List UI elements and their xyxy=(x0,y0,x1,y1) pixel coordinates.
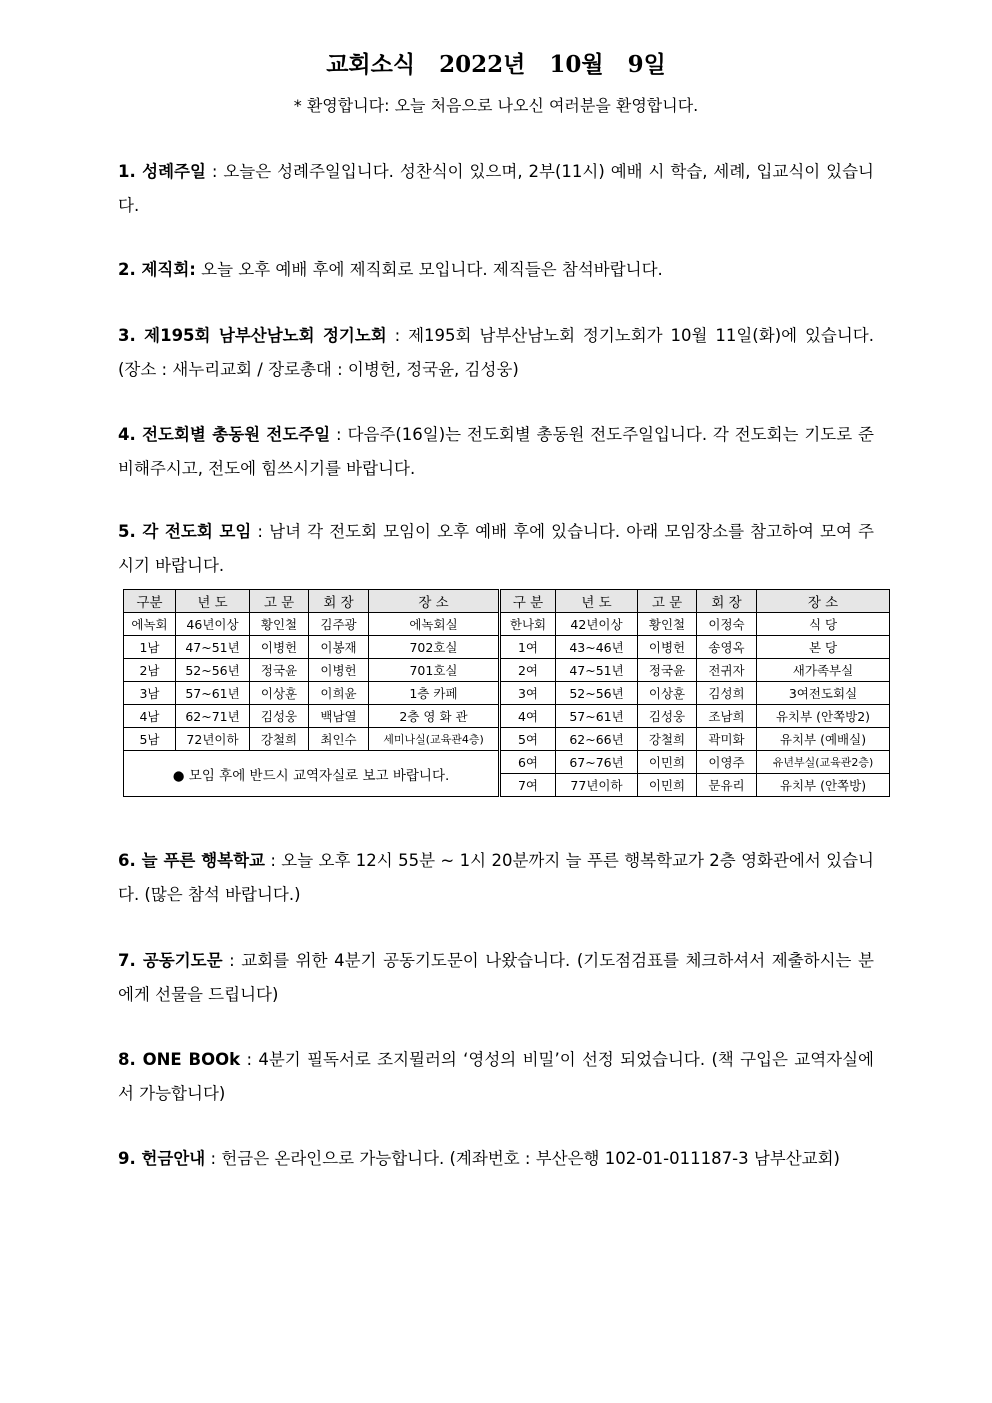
notice-separator: : xyxy=(205,162,224,181)
table-cell: 유치부 (예배실) xyxy=(757,728,890,751)
notice-item-3 xyxy=(118,319,874,387)
notice-separator: : xyxy=(330,425,348,444)
table-header-cell: 고 문 xyxy=(250,590,309,613)
notice-separator: : xyxy=(222,951,242,970)
notice-heading: 3. 제195회 남부산남노회 정기노회 xyxy=(118,326,387,345)
table-cell: 이민희 xyxy=(638,774,697,797)
table-cell: 식 당 xyxy=(757,613,890,636)
table-cell: 1층 카페 xyxy=(369,682,500,705)
table-cell: 3여전도회실 xyxy=(757,682,890,705)
table-cell: 에녹회실 xyxy=(369,613,500,636)
notice-heading: 4. 전도회별 총동원 전도주일 xyxy=(118,425,331,444)
notice-body: 헌금은 온라인으로 가능합니다. (계좌번호 : 부산은행 102-01-011187-3 남부산교회) xyxy=(221,1149,840,1168)
table-header-cell: 장 소 xyxy=(757,590,890,613)
table-cell: 이민희 xyxy=(638,751,697,774)
table-row xyxy=(124,705,890,728)
table-cell: 송영옥 xyxy=(697,636,757,659)
notice-item-7 xyxy=(118,944,874,1012)
notice-heading: 5. 각 전도회 모임 xyxy=(118,522,252,541)
table-cell: 72년이하 xyxy=(176,728,250,751)
table-cell: 유년부실(교육관2층) xyxy=(757,751,890,774)
table-cell: 곽미화 xyxy=(697,728,757,751)
table-cell: 황인철 xyxy=(250,613,309,636)
table-cell: 77년이하 xyxy=(556,774,638,797)
notice-body: 오늘은 성례주일입니다. 성찬식이 있으며, 2부(11시) 예배 시 학습, 세례, 입교식이 있습니다. xyxy=(118,162,874,215)
table-cell: 62~71년 xyxy=(176,705,250,728)
table-cell: 47~51년 xyxy=(176,636,250,659)
notice-item-8 xyxy=(118,1043,874,1111)
table-cell: 1남 xyxy=(124,636,176,659)
table-cell: 42년이상 xyxy=(556,613,638,636)
notice-body: 4분기 필독서로 조지뮐러의 ‘영성의 비밀’이 선정 되었습니다. (책 구입은 교역자실에서 가능합니다) xyxy=(118,1050,874,1103)
table-cell: 김성희 xyxy=(697,682,757,705)
table-cell: 김성웅 xyxy=(250,705,309,728)
table-cell: 최인수 xyxy=(309,728,369,751)
table-cell: 김주광 xyxy=(309,613,369,636)
table-header-cell: 구 분 xyxy=(500,590,556,613)
table-cell: 2층 영 화 관 xyxy=(369,705,500,728)
table-cell: 47~51년 xyxy=(556,659,638,682)
notice-heading: 1. 성례주일 xyxy=(118,162,206,181)
table-row xyxy=(124,613,890,636)
notice-body: 오늘 오후 12시 55분 ~ 1시 20분까지 늘 푸른 행복학교가 2층 영화관에서 있습니다. (많은 참석 바랍니다.) xyxy=(118,851,874,904)
table-cell: 62~66년 xyxy=(556,728,638,751)
table-cell: 52~56년 xyxy=(176,659,250,682)
notice-heading: 7. 공동기도문 xyxy=(118,951,223,970)
table-cell: 강철희 xyxy=(638,728,697,751)
table-cell: 이정숙 xyxy=(697,613,757,636)
notice-item-2 xyxy=(118,253,874,287)
table-cell: 이봉재 xyxy=(309,636,369,659)
table-cell: 유치부 (안쪽방) xyxy=(757,774,890,797)
notice-body: 제195회 남부산남노회 정기노회가 10월 11일(화)에 있습니다. (장소 : 새누리교회 / 장로총대 : 이병헌, 정국윤, 김성웅) xyxy=(118,326,874,379)
table-cell: 43~46년 xyxy=(556,636,638,659)
notice-item-9 xyxy=(118,1142,874,1176)
notice-separator: : xyxy=(264,851,282,870)
table-row xyxy=(124,682,890,705)
notice-body: 남녀 각 전도회 모임이 오후 예배 후에 있습니다. 아래 모임장소를 참고하여 모여 주시기 바랍니다. xyxy=(118,522,874,575)
table-row xyxy=(124,659,890,682)
notice-body: 오늘 오후 예배 후에 제직회로 모입니다. 제직들은 참석바랍니다. xyxy=(201,260,663,279)
welcome-message: * 환영합니다: 오늘 처음으로 나오신 여러분을 환영합니다. xyxy=(293,96,699,115)
table-cell: 52~56년 xyxy=(556,682,638,705)
page-title: 교회소식 2022년 10월 9일 xyxy=(326,51,666,78)
table-cell: 이상훈 xyxy=(638,682,697,705)
table-cell: 702호실 xyxy=(369,636,500,659)
table-cell: 유치부 (안쪽방2) xyxy=(757,705,890,728)
table-cell: 57~61년 xyxy=(176,682,250,705)
table-cell: 이상훈 xyxy=(250,682,309,705)
table-header-cell: 년 도 xyxy=(176,590,250,613)
notice-separator: : xyxy=(386,326,409,345)
notice-heading: 8. ONE BOOk xyxy=(118,1050,241,1069)
table-cell: 67~76년 xyxy=(556,751,638,774)
mission-group-table xyxy=(123,589,890,797)
table-cell: 새가족부실 xyxy=(757,659,890,682)
table-cell: 문유리 xyxy=(697,774,757,797)
table-cell: 강철희 xyxy=(250,728,309,751)
table-cell: 701호실 xyxy=(369,659,500,682)
table-header-cell: 구분 xyxy=(124,590,176,613)
report-note: ● 모임 후에 반드시 교역자실로 보고 바랍니다. xyxy=(124,751,500,797)
table-cell: 1여 xyxy=(500,636,556,659)
notice-item-5 xyxy=(118,515,874,583)
table-cell: 이병헌 xyxy=(309,659,369,682)
notice-body: 교회를 위한 4분기 공동기도문이 나왔습니다. (기도점검표를 체크하셔서 제출하시는 분에게 선물을 드립니다) xyxy=(118,951,874,1004)
table-cell: 한나회 xyxy=(500,613,556,636)
table-header-cell: 회 장 xyxy=(309,590,369,613)
table-cell: 3남 xyxy=(124,682,176,705)
table-cell: 3여 xyxy=(500,682,556,705)
table-header-cell: 회 장 xyxy=(697,590,757,613)
notice-separator: : xyxy=(205,1149,222,1168)
table-row xyxy=(124,728,890,751)
notice-separator: : xyxy=(240,1050,259,1069)
table-header-cell: 년 도 xyxy=(556,590,638,613)
table-header-cell: 고 문 xyxy=(638,590,697,613)
table-cell: 세미나실(교육관4층) xyxy=(369,728,500,751)
table-cell: 6여 xyxy=(500,751,556,774)
table-cell: 46년이상 xyxy=(176,613,250,636)
notice-separator: : xyxy=(251,522,270,541)
table-cell: 백남열 xyxy=(309,705,369,728)
notice-body: 다음주(16일)는 전도회별 총동원 전도주일입니다. 각 전도회는 기도로 준비해주시고, 전도에 힘쓰시기를 바랍니다. xyxy=(118,425,874,478)
table-cell: 이영주 xyxy=(697,751,757,774)
table-cell: 정국윤 xyxy=(638,659,697,682)
table-row xyxy=(124,751,890,774)
notice-heading: 9. 헌금안내 xyxy=(118,1149,206,1168)
table-cell: 5여 xyxy=(500,728,556,751)
table-row xyxy=(124,636,890,659)
table-cell: 57~61년 xyxy=(556,705,638,728)
table-header-row xyxy=(124,590,890,613)
table-cell: 이희윤 xyxy=(309,682,369,705)
table-cell: 이병헌 xyxy=(638,636,697,659)
table-cell: 7여 xyxy=(500,774,556,797)
notice-heading: 6. 늘 푸른 행복학교 xyxy=(118,851,265,870)
table-cell: 2남 xyxy=(124,659,176,682)
table-cell: 전귀자 xyxy=(697,659,757,682)
notice-heading: 2. 제직회: xyxy=(118,260,196,279)
table-cell: 조남희 xyxy=(697,705,757,728)
table-cell: 4남 xyxy=(124,705,176,728)
table-cell: 본 당 xyxy=(757,636,890,659)
table-header-cell: 장 소 xyxy=(369,590,500,613)
notice-item-6 xyxy=(118,844,874,912)
table-cell: 이병헌 xyxy=(250,636,309,659)
table-cell: 김성웅 xyxy=(638,705,697,728)
notice-item-4 xyxy=(118,418,874,486)
table-cell: 5남 xyxy=(124,728,176,751)
table-cell: 4여 xyxy=(500,705,556,728)
table-cell: 정국윤 xyxy=(250,659,309,682)
notice-item-1 xyxy=(118,155,874,223)
table-cell: 에녹회 xyxy=(124,613,176,636)
table-cell: 2여 xyxy=(500,659,556,682)
table-cell: 황인철 xyxy=(638,613,697,636)
